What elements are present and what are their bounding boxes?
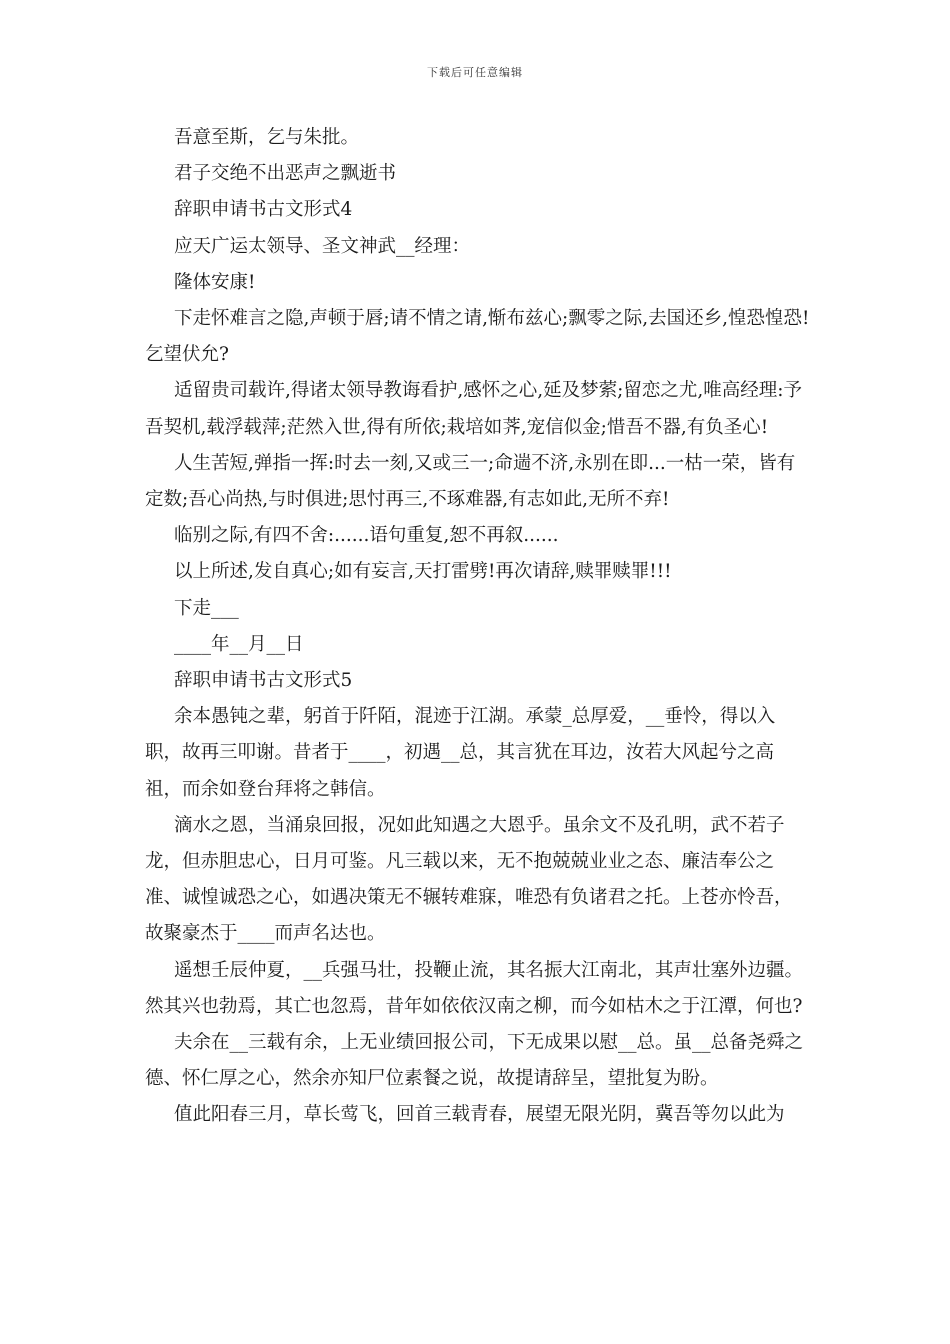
paragraph: 隆体安康! <box>174 271 256 293</box>
paragraph: 滴水之恩，当涌泉回报，况如此知遇之大恩乎。虽余文不及孔明，武不若子龙，但赤胆忠心，日月可鉴。凡三载以来，无不抱兢兢业业之态、廉洁奉公之准、诚惶诚恐之心，如遇决策无不辗转难寐，唯恐有负诸君之托。上苍亦怜吾，故聚豪杰于____而声名达也。 <box>145 814 793 945</box>
paragraph: 值此阳春三月，草长莺飞，回首三载青春，展望无限光阴，冀吾等勿以此为 <box>174 1104 785 1126</box>
section-heading: 辞职申请书古文形式4 <box>174 199 353 221</box>
document-body <box>145 120 810 1134</box>
salutation: 应天广运太领导、圣文神武__经理： <box>174 235 471 257</box>
paragraph: 余本愚钝之辈，躬首于阡陌，混迹于江湖。承蒙_总厚爱，__垂怜，得以入职，故再三叩谢。昔者于____，初遇__总，其言犹在耳边，汝若大风起兮之高祖，而余如登台拜将之韩信。 <box>145 706 776 800</box>
paragraph: 夫余在__三载有余，上无业绩回报公司，下无成果以慰__总。虽__总备尧舜之德、怀仁厚之心，然余亦知尸位素餐之说，故提请辞呈，望批复为盼。 <box>145 1032 804 1090</box>
page-header: 下载后可任意编辑 <box>427 66 523 79</box>
paragraph: 遥想壬辰仲夏，__兵强马壮，投鞭止流，其名振大江南北，其声壮塞外边疆。然其兴也勃焉，其亡也忽焉，昔年如依依汉南之柳，而今如枯木之于江潭，何也? <box>145 959 804 1017</box>
paragraph: 吾意至斯，乞与朱批。 <box>174 127 360 148</box>
date-line: ____年__月__日 <box>174 633 304 655</box>
paragraph: 以上所述,发自真心;如有妄言,天打雷劈!再次请辞,赎罪赎罪!!! <box>174 561 672 583</box>
paragraph: 人生苦短,弹指一挥:时去一刻,又或三一;命遄不济,永别在即...一枯一荣，皆有定数;吾心尚热,与时俱进;思忖再三,不琢难器,有志如此,无所不弃! <box>145 452 796 511</box>
signature-line: 下走___ <box>174 597 239 619</box>
paragraph: 临别之际,有四不舍:......语句重复,恕不再叙...... <box>174 525 559 547</box>
paragraph: 下走怀难言之隐,声顿于唇;请不情之请,惭布兹心;飘零之际,去国还乡,惶恐惶恐!乞望伏允? <box>145 308 810 366</box>
paragraph: 适留贵司载许,得诸太领导教诲看护,感怀之心,延及梦萦;留恋之尤,唯高经理:予吾契机,载浮载萍;茫然入世,得有所依;栽培如荠,宠信似金;惜吾不器,有负圣心! <box>145 380 802 438</box>
section-heading: 辞职申请书古文形式5 <box>174 670 353 692</box>
paragraph: 君子交绝不出恶声之飘逝书 <box>174 163 397 185</box>
